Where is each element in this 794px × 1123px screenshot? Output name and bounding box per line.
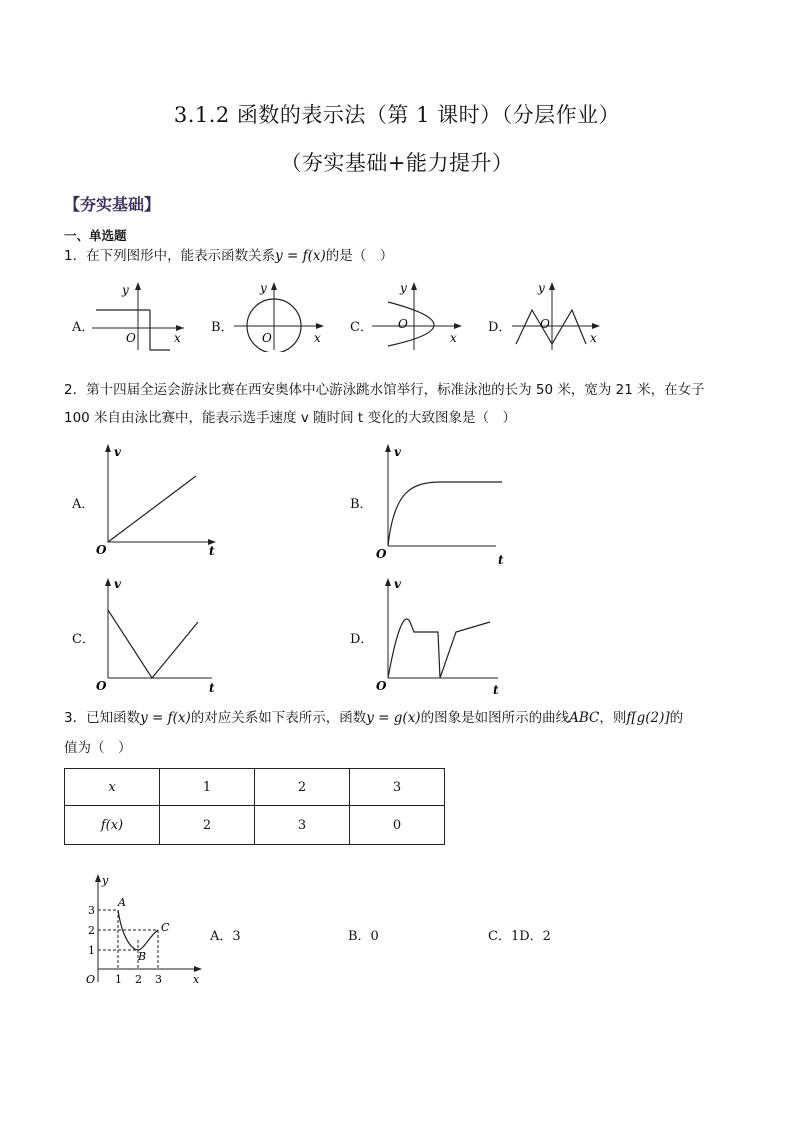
q1a-x-label: x bbox=[174, 331, 181, 345]
q3-y-tick-2: 2 bbox=[88, 924, 95, 937]
q3-option-a[interactable]: A．3 bbox=[210, 929, 241, 944]
q3-line1 bbox=[64, 708, 744, 728]
q3-fg-formula: f[g(2)] bbox=[626, 710, 670, 726]
q3-function-table bbox=[64, 768, 445, 845]
q1d-y-label: y bbox=[538, 281, 545, 295]
q1-option-d-label[interactable]: D． bbox=[488, 320, 512, 335]
q2b-t-label: t bbox=[498, 553, 504, 567]
q2-graph-b bbox=[372, 440, 512, 568]
q3-option-b[interactable]: B．0 bbox=[348, 929, 379, 944]
q1a-origin: O bbox=[126, 331, 136, 345]
page-title: 3.1.2 函数的表示法（第 1 课时）（分层作业） bbox=[173, 103, 621, 127]
q2c-v-label: v bbox=[114, 577, 121, 591]
q2b-origin: O bbox=[376, 547, 387, 561]
q3-text-b: 的对应关系如下表所示，函数 bbox=[190, 710, 367, 726]
q2-graph-c bbox=[92, 574, 232, 694]
q1d-x-label: x bbox=[590, 331, 597, 345]
q1-text-after: 的是（ ） bbox=[325, 248, 394, 264]
table-header-cell: 1 bbox=[160, 769, 255, 806]
q3-origin: O bbox=[86, 973, 96, 986]
q1-option-b-label[interactable]: B． bbox=[211, 320, 234, 335]
q3-x-tick-1: 1 bbox=[115, 973, 122, 986]
q3-y-tick-1: 1 bbox=[88, 944, 95, 957]
q2-option-c-label[interactable]: C． bbox=[72, 632, 95, 647]
q3-y-tick-3: 3 bbox=[88, 904, 95, 917]
table-cell: 3 bbox=[255, 806, 350, 845]
q3-point-b: B bbox=[138, 950, 147, 963]
q1-formula: y = f(x) bbox=[275, 248, 326, 264]
q2b-v-label: v bbox=[394, 445, 401, 459]
q3-x-label: x bbox=[193, 973, 200, 986]
q1d-origin: O bbox=[540, 317, 550, 331]
q1b-origin: O bbox=[262, 331, 272, 345]
q1-option-c-label[interactable]: C． bbox=[350, 320, 373, 335]
q3-g-formula: y = g(x) bbox=[366, 710, 421, 726]
q2a-v-label: v bbox=[114, 445, 121, 459]
q2d-t-label: t bbox=[493, 683, 499, 697]
table-row bbox=[65, 769, 445, 806]
q3-text-e: 的 bbox=[669, 710, 684, 726]
q1c-y-label: y bbox=[400, 281, 407, 295]
page-subtitle: （夯实基础+能力提升） bbox=[280, 151, 514, 175]
q3-x-tick-2: 2 bbox=[135, 973, 142, 986]
q2c-t-label: t bbox=[209, 681, 215, 694]
q3-text-d: ，则 bbox=[599, 710, 627, 726]
table-cell: f(x) bbox=[65, 806, 160, 845]
q3-text-a: 3．已知函数 bbox=[64, 710, 141, 726]
q1-graph-d bbox=[510, 280, 610, 352]
part-label: 一、单选题 bbox=[64, 228, 127, 243]
table-header-cell: 3 bbox=[350, 769, 445, 806]
q3-f-formula: y = f(x) bbox=[140, 710, 191, 726]
table-row bbox=[65, 806, 445, 845]
q2a-t-label: t bbox=[209, 544, 215, 558]
q2d-v-label: v bbox=[394, 577, 401, 591]
q1-text bbox=[64, 246, 393, 266]
q3-y-label: y bbox=[102, 874, 109, 887]
q1c-origin: O bbox=[398, 317, 408, 331]
q1a-y-label: y bbox=[122, 283, 129, 297]
q3-point-a: A bbox=[118, 896, 126, 909]
q1-text-before: 1．在下列图形中，能表示函数关系 bbox=[64, 248, 276, 264]
table-cell: 2 bbox=[160, 806, 255, 845]
section-label: 【夯实基础】 bbox=[64, 195, 161, 214]
q3-text-c: 的图象是如图所示的曲线 bbox=[420, 710, 570, 726]
q1b-x-label: x bbox=[314, 331, 321, 345]
q3-line2: 值为（ ） bbox=[64, 740, 132, 756]
table-header-cell: 2 bbox=[255, 769, 350, 806]
q3-curve-name: ABC bbox=[569, 710, 600, 726]
q2-graph-d bbox=[372, 574, 512, 698]
q2d-origin: O bbox=[376, 679, 387, 693]
table-header-cell: x bbox=[65, 769, 160, 806]
q1-graph-a bbox=[92, 280, 192, 352]
q1c-x-label: x bbox=[450, 331, 457, 345]
q3-graph bbox=[80, 870, 210, 990]
q2-graph-a bbox=[92, 440, 232, 560]
q2-option-d-label[interactable]: D． bbox=[350, 632, 374, 647]
table-cell: 0 bbox=[350, 806, 445, 845]
q1-graph-c bbox=[370, 280, 470, 352]
q2-line1: 2．第十四届全运会游泳比赛在西安奥体中心游泳跳水馆举行，标准泳池的长为 50 米，宽为 21 米，在女子 bbox=[64, 382, 705, 398]
q2-option-a-label[interactable]: A． bbox=[72, 497, 95, 512]
q2-option-b-label[interactable]: B． bbox=[350, 497, 373, 512]
q1-graph-b bbox=[232, 280, 332, 352]
q1b-y-label: y bbox=[260, 281, 267, 295]
q2a-origin: O bbox=[96, 543, 107, 557]
q3-point-c: C bbox=[161, 921, 170, 934]
q3-option-cd[interactable]: C．1D．2 bbox=[488, 929, 551, 944]
q1-option-a-label[interactable]: A． bbox=[72, 320, 95, 335]
q3-x-tick-3: 3 bbox=[155, 973, 162, 986]
q2c-origin: O bbox=[96, 679, 107, 693]
q2-line2: 100 米自由泳比赛中，能表示选手速度 v 随时间 t 变化的大致图象是（ ） bbox=[64, 410, 517, 426]
